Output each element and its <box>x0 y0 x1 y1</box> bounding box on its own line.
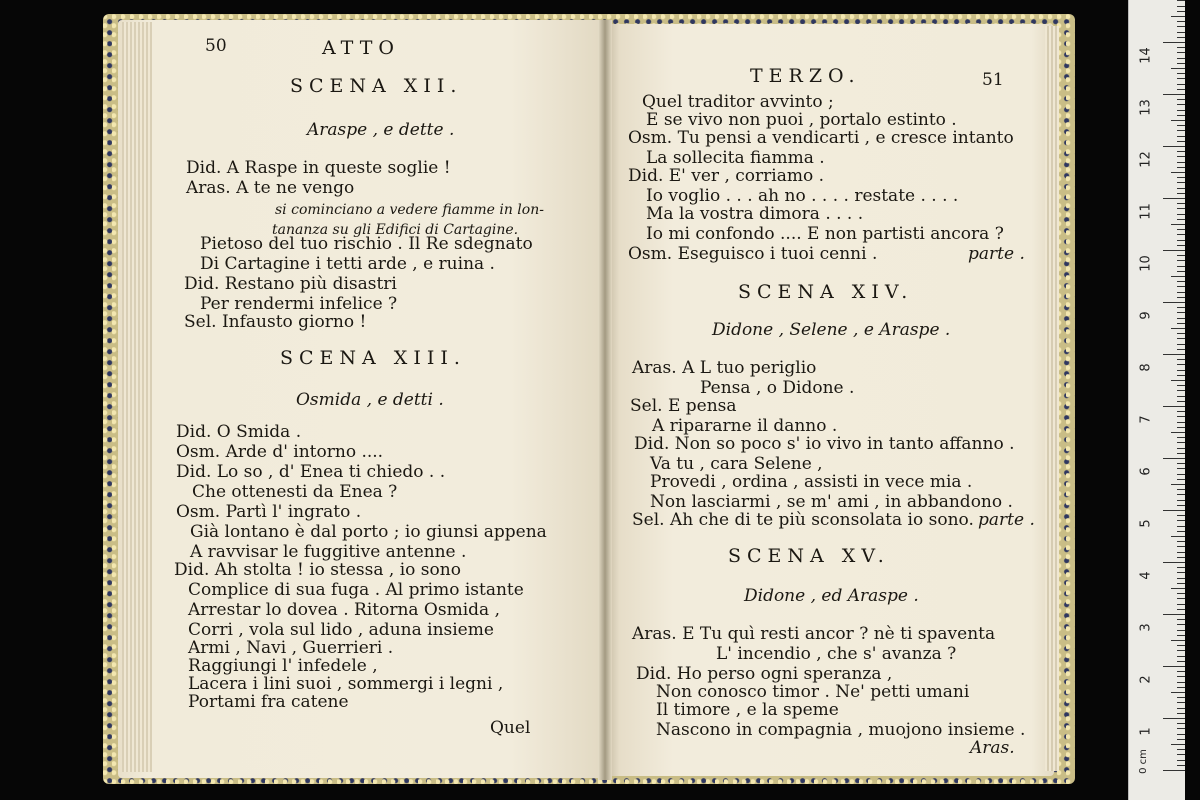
ruler-mark: 7 <box>1138 415 1154 424</box>
verse-line: E se vivo non puoi , portalo estinto . <box>646 110 957 130</box>
ruler-tick <box>1163 146 1185 147</box>
ruler-tick <box>1177 604 1185 605</box>
scene-xiv-cast: Didone , Selene , e Araspe . <box>712 320 951 340</box>
ruler-tick <box>1177 32 1185 33</box>
ruler-tick <box>1177 671 1185 672</box>
running-head-right: TERZO. <box>750 65 861 87</box>
right-page-edges <box>1045 26 1059 771</box>
ruler-tick <box>1177 58 1185 59</box>
ruler-tick <box>1163 562 1185 563</box>
ruler-tick <box>1177 52 1185 53</box>
verse-line: A ravvisar le fuggitive antenne . <box>190 542 467 562</box>
verse-line: Provedi , ordina , assisti in vece mia . <box>650 472 973 492</box>
ruler-tick <box>1177 557 1185 558</box>
ruler-tick <box>1177 203 1185 204</box>
ruler-tick <box>1177 208 1185 209</box>
ruler-tick <box>1177 162 1185 163</box>
ruler-tick <box>1177 541 1185 542</box>
ruler-tick <box>1177 323 1185 324</box>
verse-line: Lacera i lini suoi , sommergi i legni , <box>188 674 504 694</box>
verse-line: Nascono in compagnia , muojono insieme . <box>656 720 1026 740</box>
ruler-mark: 4 <box>1138 571 1154 580</box>
scene-xiii-title: SCENA XIII. <box>280 347 466 369</box>
verse-line: Did. Ho perso ogni speranza , <box>636 664 893 684</box>
ruler-tick <box>1177 734 1185 735</box>
ruler-tick <box>1177 609 1185 610</box>
ruler-tick <box>1177 754 1185 755</box>
verse-line: Aras. A L tuo periglio <box>632 358 817 378</box>
verse-line: La sollecita fiamma . <box>646 148 825 168</box>
ruler-tick <box>1177 702 1185 703</box>
ruler-tick <box>1177 193 1185 194</box>
ruler-mark: 3 <box>1138 623 1154 632</box>
exit-note: parte . <box>978 510 1035 530</box>
ruler-tick <box>1177 370 1185 371</box>
verse-line: Did. Non so poco s' io vivo in tanto affanno . <box>634 434 1015 454</box>
ruler-tick <box>1177 375 1185 376</box>
ruler-tick <box>1163 354 1185 355</box>
ruler-tick <box>1177 344 1185 345</box>
ruler-tick <box>1163 198 1185 199</box>
ruler-tick <box>1177 390 1185 391</box>
ruler-tick <box>1177 349 1185 350</box>
ruler-tick <box>1177 104 1185 105</box>
ruler-tick <box>1177 338 1185 339</box>
verse-line: Complice di sua fuga . Al primo istante <box>188 580 524 600</box>
ruler-tick <box>1177 141 1185 142</box>
ruler-tick <box>1177 84 1185 85</box>
page-number-left: 50 <box>205 36 227 56</box>
ruler-tick <box>1177 115 1185 116</box>
ruler-tick <box>1171 432 1185 433</box>
verse-line: L' incendio , che s' avanza ? <box>716 644 957 664</box>
verse-line: Osm. Eseguisco i tuoi cenni . <box>628 244 878 264</box>
ruler-tick <box>1177 177 1185 178</box>
ruler-tick <box>1177 21 1185 22</box>
ruler-tick <box>1177 136 1185 137</box>
ruler-tick <box>1171 328 1185 329</box>
ruler-tick <box>1177 765 1185 766</box>
ruler-tick <box>1171 68 1185 69</box>
ruler-tick <box>1177 245 1185 246</box>
verse-line: Osm. Arde d' intorno .... <box>176 442 384 462</box>
scene-xiii-cast: Osmida , e detti . <box>296 390 444 410</box>
page-number-right: 51 <box>982 70 1004 90</box>
ruler-tick <box>1177 479 1185 480</box>
ruler-tick <box>1177 0 1185 1</box>
ruler-tick <box>1177 474 1185 475</box>
verse-line: Osm. Tu pensi a vendicarti , e cresce intanto <box>628 128 1014 148</box>
ruler-tick <box>1171 276 1185 277</box>
verse-line: Pietoso del tuo rischio . Il Re sdegnato <box>200 234 533 254</box>
verse-line: Did. A Raspe in queste soglie ! <box>186 158 451 178</box>
ruler-tick <box>1177 749 1185 750</box>
ruler-tick <box>1177 593 1185 594</box>
verse-line: Il timore , e la speme <box>656 700 839 720</box>
ruler-tick <box>1177 500 1185 501</box>
ruler-tick <box>1177 624 1185 625</box>
ruler-tick <box>1163 250 1185 251</box>
ruler-tick <box>1177 281 1185 282</box>
ruler-tick <box>1177 89 1185 90</box>
ruler-tick <box>1177 515 1185 516</box>
ruler-mark: 6 <box>1138 467 1154 476</box>
ruler-tick <box>1177 292 1185 293</box>
ruler-tick <box>1177 682 1185 683</box>
ruler-tick <box>1177 364 1185 365</box>
ruler-tick <box>1177 427 1185 428</box>
ruler-tick <box>1177 167 1185 168</box>
ruler-tick <box>1177 697 1185 698</box>
ruler-tick <box>1177 687 1185 688</box>
ruler-tick <box>1163 42 1185 43</box>
ruler-mark: 5 <box>1138 519 1154 528</box>
ruler-tick <box>1177 229 1185 230</box>
book-gutter <box>598 20 612 780</box>
ruler-tick <box>1177 708 1185 709</box>
ruler-tick <box>1177 442 1185 443</box>
ruler-tick <box>1177 255 1185 256</box>
ruler-tick <box>1171 120 1185 121</box>
ruler-tick <box>1171 16 1185 17</box>
ruler-tick <box>1163 770 1185 771</box>
ruler-tick <box>1177 583 1185 584</box>
ruler-tick <box>1177 401 1185 402</box>
ruler-tick <box>1177 385 1185 386</box>
ruler-tick <box>1177 188 1185 189</box>
verse-line: Portami fra catene <box>188 692 349 712</box>
ruler-tick <box>1177 286 1185 287</box>
ruler-tick <box>1177 110 1185 111</box>
ruler-tick <box>1177 713 1185 714</box>
ruler-tick <box>1177 411 1185 412</box>
exit-note: parte . <box>968 244 1025 264</box>
verse-line: Arrestar lo dovea . Ritorna Osmida , <box>188 600 500 620</box>
ruler-tick <box>1171 484 1185 485</box>
ruler-tick <box>1171 744 1185 745</box>
scene-xii-title: SCENA XII. <box>290 75 463 97</box>
ruler-tick <box>1163 458 1185 459</box>
scene-xv-title: SCENA XV. <box>728 545 890 567</box>
ruler-tick <box>1177 572 1185 573</box>
ruler-tick <box>1177 78 1185 79</box>
ruler-tick <box>1177 318 1185 319</box>
ruler-tick <box>1177 723 1185 724</box>
scene-xii-cast: Araspe , e dette . <box>307 120 455 140</box>
verse-line: Sel. Infausto giorno ! <box>184 312 367 332</box>
ruler-tick <box>1177 130 1185 131</box>
ruler-tick <box>1177 26 1185 27</box>
ruler-tick <box>1177 151 1185 152</box>
ruler-mark: 8 <box>1138 363 1154 372</box>
ruler-tick <box>1177 437 1185 438</box>
ruler-tick <box>1177 531 1185 532</box>
ruler-tick <box>1171 380 1185 381</box>
ruler-tick <box>1171 692 1185 693</box>
ruler-tick <box>1177 312 1185 313</box>
ruler-tick <box>1177 333 1185 334</box>
verse-line: Did. O Smida . <box>176 422 302 442</box>
verse-line: Osm. Partì l' ingrato . <box>176 502 362 522</box>
catchword-left: Quel <box>490 718 531 738</box>
ruler-tick <box>1177 11 1185 12</box>
verse-line: Aras. E Tu quì resti ancor ? nè ti spaventa <box>632 624 996 644</box>
ruler-tick <box>1177 156 1185 157</box>
verse-line: A ripararne il danno . <box>652 416 838 436</box>
ruler-tick <box>1177 182 1185 183</box>
ruler-tick <box>1177 598 1185 599</box>
ruler-tick <box>1163 614 1185 615</box>
verse-line: Corri , vola sul lido , aduna insieme <box>188 620 494 640</box>
ruler-tick <box>1177 37 1185 38</box>
verse-line: Io mi confondo .... E non partisti ancora ? <box>646 224 1004 244</box>
verse-line: Io voglio . . . ah no . . . . restate . . . . <box>646 186 959 206</box>
ruler-tick <box>1177 219 1185 220</box>
ruler-tick <box>1171 172 1185 173</box>
ruler-tick <box>1177 307 1185 308</box>
verse-line: Did. Lo so , d' Enea ti chiedo . . <box>176 462 446 482</box>
ruler-mark: 9 <box>1138 311 1154 320</box>
ruler-tick <box>1177 47 1185 48</box>
verse-line: Non lasciarmi , se m' ami , in abbandono . <box>650 492 1013 512</box>
ruler-tick <box>1171 640 1185 641</box>
ruler-tick <box>1177 635 1185 636</box>
ruler-tick <box>1177 578 1185 579</box>
ruler-tick <box>1177 661 1185 662</box>
verse-line: Raggiungi l' infedele , <box>188 656 378 676</box>
verse-line: Va tu , cara Selene , <box>650 454 823 474</box>
ruler-tick <box>1177 416 1185 417</box>
ruler-tick <box>1177 526 1185 527</box>
verse-line: Quel traditor avvinto ; <box>642 92 834 112</box>
ruler-tick <box>1177 73 1185 74</box>
ruler-tick <box>1171 588 1185 589</box>
verse-line: Che ottenesti da Enea ? <box>192 482 398 502</box>
ruler-tick <box>1177 739 1185 740</box>
ruler-tick <box>1163 94 1185 95</box>
ruler-tick <box>1177 656 1185 657</box>
ruler-tick <box>1177 494 1185 495</box>
ruler-tick <box>1177 630 1185 631</box>
ruler-tick <box>1177 240 1185 241</box>
ruler-tick <box>1177 505 1185 506</box>
ruler-tick <box>1177 676 1185 677</box>
ruler-tick <box>1177 63 1185 64</box>
ruler-tick <box>1177 359 1185 360</box>
verse-line: Did. Restano più disastri <box>184 274 397 294</box>
ruler-tick <box>1177 645 1185 646</box>
ruler-tick <box>1177 567 1185 568</box>
catchword-right: Aras. <box>970 738 1015 758</box>
ruler-tick <box>1177 297 1185 298</box>
ruler-mark: 13 <box>1138 99 1154 116</box>
running-head-left: ATTO <box>322 37 400 59</box>
ruler-tick <box>1177 552 1185 553</box>
ruler-tick <box>1177 422 1185 423</box>
ruler-tick <box>1177 489 1185 490</box>
stage-direction: tananza su gli Edifici di Cartagine. <box>272 222 519 238</box>
verse-line: Armi , Navi , Guerrieri . <box>188 638 394 658</box>
ruler-tick <box>1177 271 1185 272</box>
ruler-mark: 2 <box>1138 675 1154 684</box>
verse-line: Di Cartagine i tetti arde , e ruina . <box>200 254 495 274</box>
ruler-tick <box>1177 546 1185 547</box>
ruler-mark: 11 <box>1138 203 1154 220</box>
verse-line: Ma la vostra dimora . . . . <box>646 204 864 224</box>
left-page-edges <box>122 22 152 772</box>
ruler-tick <box>1177 760 1185 761</box>
ruler-tick <box>1177 520 1185 521</box>
ruler-tick <box>1177 650 1185 651</box>
ruler-tick <box>1177 125 1185 126</box>
ruler-tick <box>1163 510 1185 511</box>
ruler-tick <box>1177 260 1185 261</box>
ruler-tick <box>1177 99 1185 100</box>
ruler-tick <box>1163 666 1185 667</box>
ruler-tick <box>1177 234 1185 235</box>
verse-line: Did. Ah stolta ! io stessa , io sono <box>174 560 461 580</box>
scene-xv-cast: Didone , ed Araspe . <box>744 586 919 606</box>
scene-xiv-title: SCENA XIV. <box>738 281 914 303</box>
ruler-mark: 1 <box>1138 727 1154 736</box>
verse-line: Già lontano è dal porto ; io giunsi appena <box>190 522 547 542</box>
ruler-tick <box>1171 536 1185 537</box>
ruler-tick <box>1163 406 1185 407</box>
ruler-tick <box>1177 448 1185 449</box>
verse-line: Sel. E pensa <box>630 396 737 416</box>
ruler-tick <box>1177 619 1185 620</box>
ruler-tick <box>1171 224 1185 225</box>
verse-line: Pensa , o Didone . <box>700 378 855 398</box>
ruler-tick <box>1177 6 1185 7</box>
verse-line: Did. E' ver , corriamo . <box>628 166 824 186</box>
verse-line: Per rendermi infelice ? <box>200 294 398 314</box>
verse-line: Aras. A te ne vengo <box>186 178 355 198</box>
ruler-tick <box>1177 453 1185 454</box>
ruler-tick <box>1177 396 1185 397</box>
stage-direction: si cominciano a vedere fiamme in lon- <box>275 202 544 218</box>
verse-line: Sel. Ah che di te più sconsolata io sono. <box>632 510 974 530</box>
ruler-tick <box>1177 468 1185 469</box>
ruler-mark: 12 <box>1138 151 1154 168</box>
ruler-unit-label: 0 cm <box>1137 749 1149 774</box>
ruler-tick <box>1177 214 1185 215</box>
ruler-tick <box>1177 266 1185 267</box>
ruler-mark: 14 <box>1138 47 1154 64</box>
ruler-tick <box>1163 302 1185 303</box>
ruler-tick <box>1163 718 1185 719</box>
measurement-ruler <box>1128 0 1185 800</box>
ruler-tick <box>1177 463 1185 464</box>
verse-line: Non conosco timor . Ne' petti umani <box>656 682 970 702</box>
ruler-tick <box>1177 728 1185 729</box>
ruler-mark: 10 <box>1138 255 1154 272</box>
